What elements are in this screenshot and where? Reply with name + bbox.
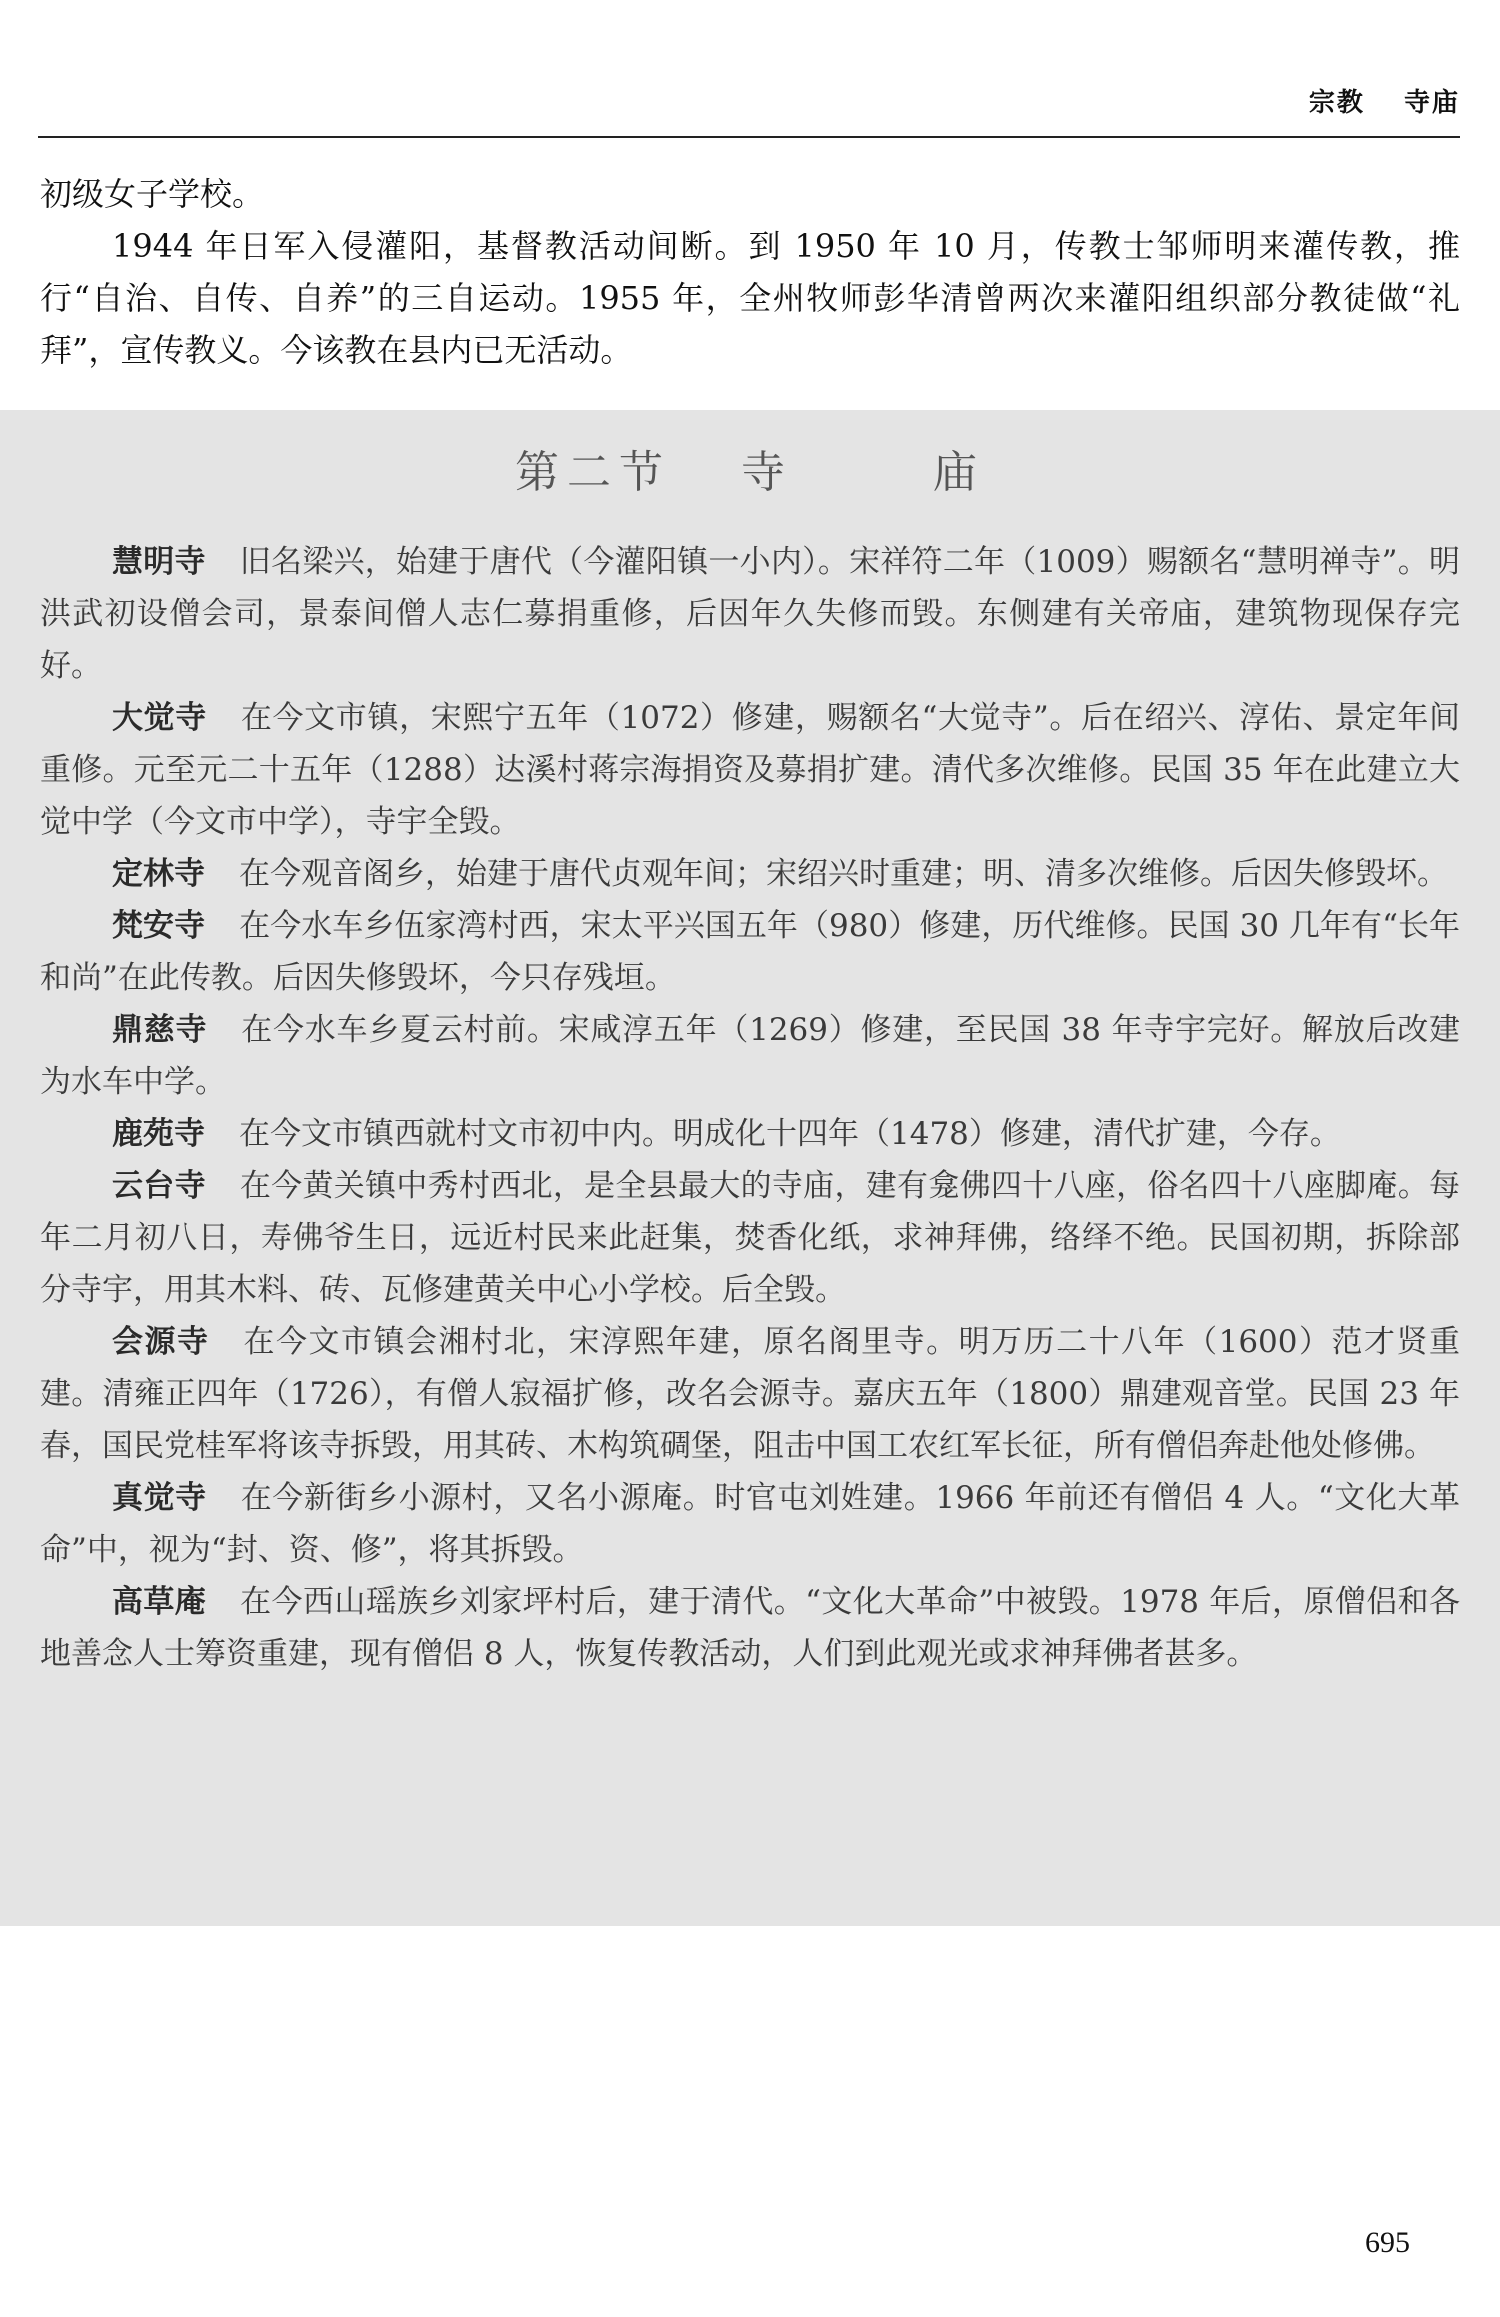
intro-paragraph: 1944 年日军入侵灌阳，基督教活动间断。到 1950 年 10 月，传教士邹师明来灌传教，推行“自治、自传、自养”的三自运动。1955 年，全州牧师彭华清曾两次来灌阳组织部分教徒做“礼拜”，宣传教义。今该教在县内已无活动。 (40, 227, 1460, 369)
temple-text: 旧名梁兴，始建于唐代（今灌阳镇一小内）。宋祥符二年（1009）赐额名“慧明禅寺”。明洪武初设僧会司，景泰间僧人志仁募捐重修，后因年久失修而毁。东侧建有关帝庙，建筑物现保存完好。 (40, 544, 1461, 684)
temple-entry (40, 1108, 1460, 1160)
temple-name: 鼎慈寺 (112, 1012, 208, 1048)
temple-name: 云台寺 (112, 1168, 206, 1204)
temple-entry (40, 1316, 1460, 1472)
temple-text: 在今新街乡小源村，又名小源庵。时官屯刘姓建。1966 年前还有僧侣 4 人。“文化大革命”中，视为“封、资、修”，将其拆毁。 (40, 1480, 1461, 1568)
temple-name: 高草庵 (112, 1584, 207, 1620)
temple-entry (40, 1004, 1460, 1108)
temple-text: 在今黄关镇中秀村西北，是全县最大的寺庙，建有龛佛四十八座，俗名四十八座脚庵。每年二月初八日，寿佛爷生日，远近村民来此赶集，焚香化纸，求神拜佛，络绎不绝。民国初期，拆除部分寺宇，用其木料、砖、瓦修建黄关中心小学校。后全毁。 (40, 1168, 1461, 1308)
temple-entry (40, 848, 1460, 900)
temple-entry (40, 900, 1460, 1004)
temple-name: 慧明寺 (112, 544, 206, 580)
temple-entry (40, 536, 1460, 692)
running-head-left: 宗教 (1308, 88, 1365, 118)
temple-text: 在今文市镇，宋熙宁五年（1072）修建，赐额名“大觉寺”。后在绍兴、淳佑、景定年间重修。元至元二十五年（1288）达溪村蒋宗海捐资及募捐扩建。清代多次维修。民国 35 年在此建立大觉中学（今文市中学），寺宇全毁。 (40, 700, 1460, 840)
running-head-right: 寺庙 (1403, 88, 1460, 118)
temple-text: 在今观音阁乡，始建于唐代贞观年间；宋绍兴时重建；明、清多次维修。后因失修毁坏。 (239, 856, 1448, 892)
intro-text (40, 168, 1460, 376)
temple-name: 真觉寺 (112, 1480, 207, 1516)
running-head (38, 82, 1460, 119)
temple-text: 在今西山瑶族乡刘家坪村后，建于清代。“文化大革命”中被毁。1978 年后，原僧侣和各地善念人士筹资重建，现有僧侣 8 人，恢复传教活动，人们到此观光或求神拜佛者甚多。 (40, 1584, 1460, 1672)
temple-list (40, 536, 1460, 1680)
section-title (0, 436, 1500, 500)
temple-text: 在今文市镇会湘村北，宋淳熙年建，原名阁里寺。明万历二十八年（1600）范才贤重建。清雍正四年（1726），有僧人寂福扩修，改名会源寺。嘉庆五年（1800）鼎建观音堂。民国 23 年春，国民党桂军将该寺拆毁，用其砖、木构筑碉堡，阻击中国工农红军长征，所有僧侣奔赴他处修佛。 (40, 1324, 1461, 1464)
intro-line: 初级女子学校。 (40, 175, 265, 213)
temple-name: 鹿苑寺 (112, 1116, 205, 1152)
temple-entry (40, 692, 1460, 848)
temple-text: 在今水车乡伍家湾村西，宋太平兴国五年（980）修建，历代维修。民国 30 几年有“长年和尚”在此传教。后因失修毁坏，今只存残垣。 (40, 908, 1461, 996)
section-word-1: 寺 (741, 447, 793, 498)
temple-text: 在今水车乡夏云村前。宋咸淳五年（1269）修建，至民国 38 年寺宇完好。解放后改建为水车中学。 (40, 1012, 1461, 1100)
temple-name: 大觉寺 (112, 700, 207, 736)
temple-name: 定林寺 (112, 856, 205, 892)
temple-name: 会源寺 (112, 1324, 210, 1360)
temple-name: 梵安寺 (112, 908, 206, 944)
page-number: 695 (1365, 2226, 1410, 2259)
temple-text: 在今文市镇西就村文市初中内。明成化十四年（1478）修建，清代扩建，今存。 (239, 1116, 1341, 1152)
temple-entry (40, 1472, 1460, 1576)
temple-entry (40, 1576, 1460, 1680)
section-prefix: 第二节 (515, 447, 671, 498)
temple-entry (40, 1160, 1460, 1316)
header-rule (38, 136, 1460, 138)
section-word-2: 庙 (933, 447, 985, 498)
